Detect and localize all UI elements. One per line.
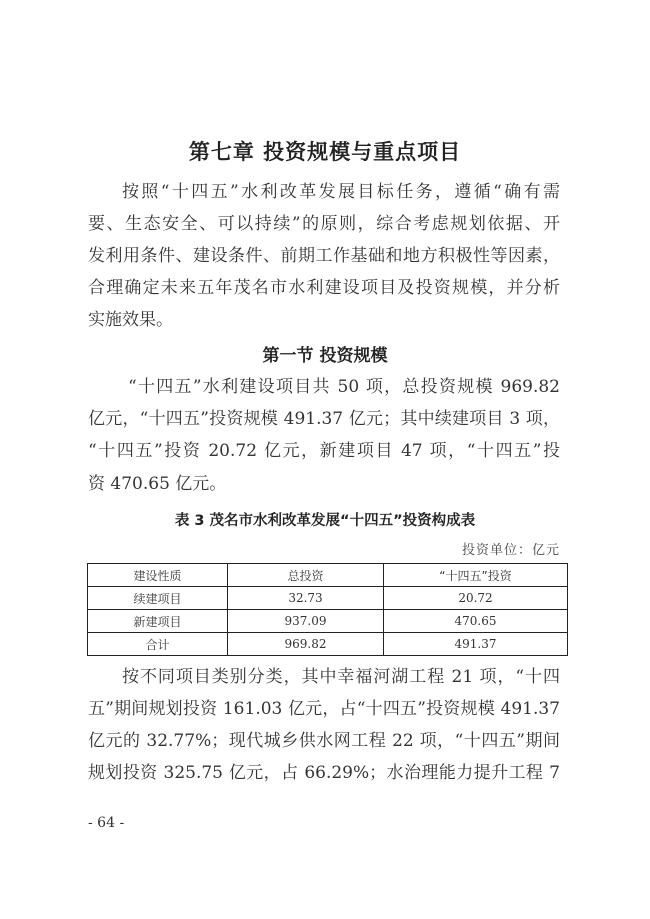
table-cell: 续建项目 [88,587,228,610]
investment-table [87,563,568,656]
paragraph-line: 合理确定未来五年茂名市水利建设项目及投资规模，并分析 [88,278,560,298]
header-cell: 建设性质 [88,564,228,587]
paragraph-line: 资 470.65 亿元。 [88,474,227,494]
paragraph-line: 五”期间规划投资 161.03 亿元，占“十四五”投资规模 491.37 [88,699,560,719]
table-caption: 表 3 茂名市水利改革发展“十四五”投资构成表 [174,513,476,529]
table-unit: 投资单位：亿元 [461,543,560,558]
paragraph-line: “十四五”水利建设项目共 50 项，总投资规模 969.82 [128,377,560,397]
table-cell: 491.37 [384,633,568,656]
table-cell: 合计 [88,633,228,656]
table-cell: 470.65 [384,610,568,633]
table-cell: 新建项目 [88,610,228,633]
paragraph-line: 亿元，“十四五”投资规模 491.37 亿元；其中续建项目 3 项， [88,409,560,429]
paragraph-line: 发利用条件、建设条件、前期工作基础和地方积极性等因素， [88,246,560,266]
table-row [88,633,568,656]
table-row [88,610,568,633]
table-header-row [88,564,568,587]
paragraph-line: 按照“十四五”水利改革发展目标任务，遵循“确有需 [122,182,560,202]
section-title: 第一节 投资规模 [262,346,388,366]
page-number: - 64 - [88,815,125,831]
paragraph-line: 实施效果。 [88,310,173,330]
table-cell: 32.73 [228,587,384,610]
paragraph-line: 亿元的 32.77%；现代城乡供水网工程 22 项，“十四五”期间 [88,731,560,751]
header-cell: 总投资 [228,564,384,587]
table-row [88,587,568,610]
table-cell: 969.82 [228,633,384,656]
table-cell: 20.72 [384,587,568,610]
chapter-title: 第七章 投资规模与重点项目 [188,140,462,164]
header-cell: “十四五”投资 [384,564,568,587]
table-cell: 937.09 [228,610,384,633]
paragraph-line: 要、生态安全、可以持续”的原则，综合考虑规划依据、开 [88,214,560,234]
paragraph-line: “十四五”投资 20.72 亿元，新建项目 47 项，“十四五”投 [88,441,560,461]
paragraph-line: 规划投资 325.75 亿元，占 66.29%；水治理能力提升工程 7 [88,763,560,783]
paragraph-line: 按不同项目类别分类，其中幸福河湖工程 21 项，“十四 [122,667,560,687]
